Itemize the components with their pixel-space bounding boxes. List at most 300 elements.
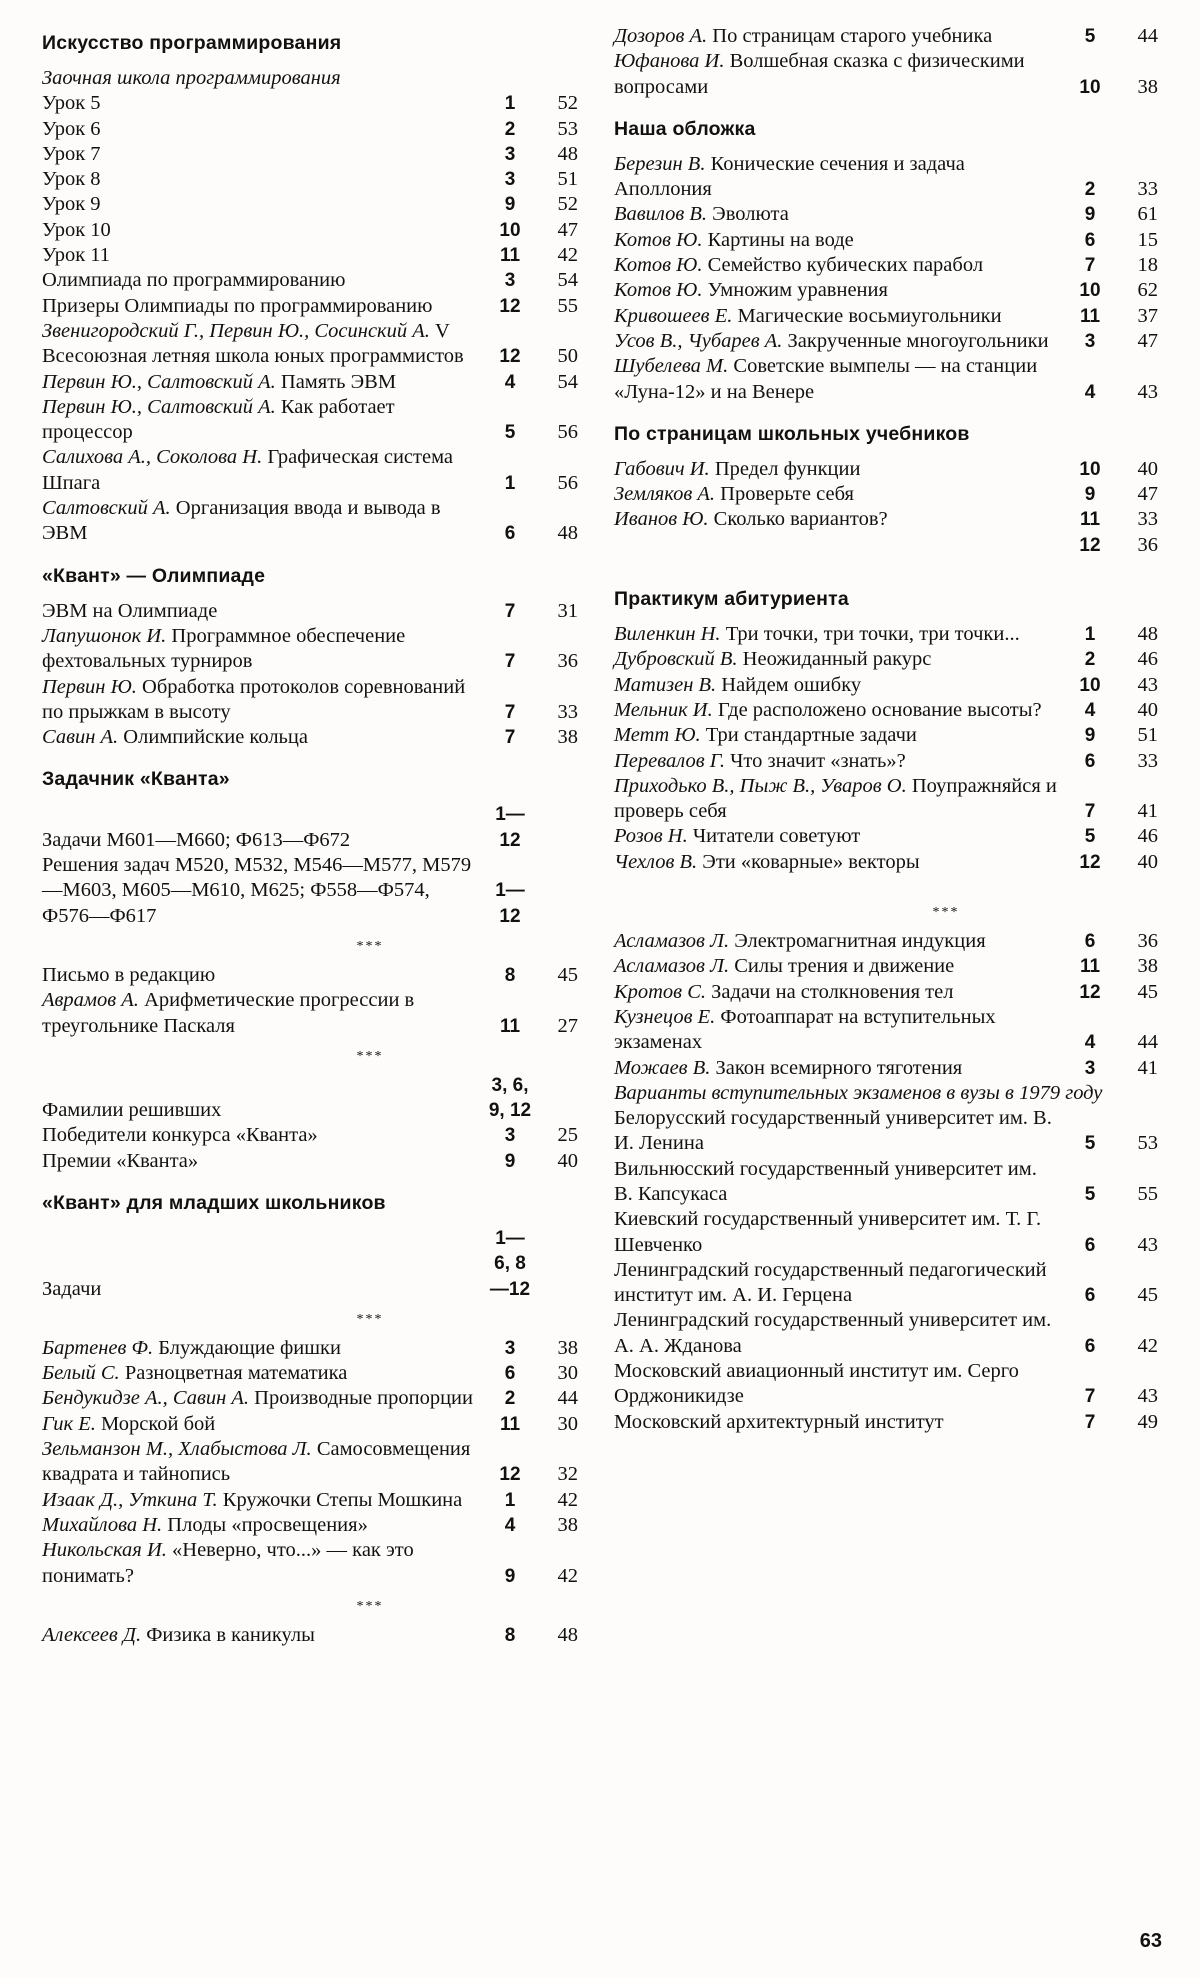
entry-author: Савин А. — [42, 726, 119, 749]
entry-list — [614, 622, 1158, 875]
index-entry — [42, 268, 578, 293]
entry-issue: 11 — [499, 245, 521, 267]
entry-text — [42, 445, 488, 496]
entry-author: Белый С. — [42, 1362, 120, 1385]
entry-title: Умножим уравнения — [707, 279, 888, 302]
entry-text — [614, 1359, 1068, 1410]
entry-issue: 3 — [1084, 1057, 1096, 1079]
entry-author: Можаев В. — [614, 1056, 711, 1079]
entry-page: 40 — [1137, 457, 1158, 480]
entry-issue: 3 — [504, 1125, 516, 1147]
entry-author: Котов Ю. — [614, 279, 703, 302]
entry-text — [614, 482, 1068, 507]
index-entry — [614, 304, 1158, 329]
entry-issue: 12 — [499, 295, 521, 317]
index-entry — [42, 294, 578, 319]
entry-issue: 7 — [504, 651, 516, 673]
entry-author: Дозоров А. — [614, 25, 708, 47]
entry-title: Закрученные многоугольники — [787, 329, 1049, 352]
entry-author: Юфанова И. — [614, 50, 725, 73]
entry-text — [614, 202, 1068, 227]
section-title: Задачник «Кванта» — [42, 768, 230, 791]
entry-issue: 2 — [504, 118, 516, 140]
entry-text — [42, 395, 488, 446]
entry-title: Поупражняйся и проверь себя — [614, 774, 1057, 823]
entry-author: Котов Ю. — [614, 254, 703, 277]
entry-issue: 7 — [1084, 1386, 1096, 1408]
entry-text — [42, 319, 488, 370]
entry-list — [42, 963, 578, 1039]
entry-issue: 9 — [504, 194, 516, 216]
index-entry — [42, 117, 578, 142]
entry-author: Зельманзон М., Хлабыстова Л. — [42, 1438, 312, 1461]
entry-page: 37 — [1137, 304, 1158, 327]
entry-title: Графическая система Шпага — [42, 446, 454, 494]
entry-text — [42, 294, 488, 319]
entry-page: 38 — [557, 726, 578, 749]
entry-text — [42, 1149, 488, 1174]
entry-issue: 12 — [1079, 851, 1101, 873]
entry-text — [614, 354, 1068, 405]
entry-text — [42, 1488, 488, 1513]
index-entry — [614, 622, 1158, 647]
entry-page: 55 — [557, 294, 578, 317]
entry-author: Никольская И. — [42, 1539, 167, 1562]
entry-title: Задачи — [42, 1277, 102, 1300]
entry-text — [42, 1098, 488, 1123]
entry-title: Урок 9 — [42, 193, 101, 216]
entry-title: Что значит «знать»? — [730, 749, 906, 772]
entry-text — [42, 1412, 488, 1437]
entry-issue: 5 — [1084, 1133, 1096, 1155]
entry-issue: 6 — [504, 1363, 516, 1385]
index-entry — [42, 988, 578, 1039]
index-entry — [614, 698, 1158, 723]
entry-list — [42, 1073, 578, 1174]
entry-title: Московский архитектурный институт — [614, 1410, 944, 1433]
entry-text — [614, 329, 1068, 354]
entry-author: Мельник И. — [614, 698, 713, 721]
entry-text — [614, 954, 1068, 979]
entry-issue: 6 — [1084, 1285, 1096, 1307]
entry-title: Урок 11 — [42, 244, 111, 267]
entry-text — [614, 1207, 1068, 1258]
entry-text — [614, 49, 1068, 100]
entry-page: 30 — [557, 1362, 578, 1385]
entry-title: Физика в каникулы — [146, 1623, 315, 1646]
index-entry — [614, 929, 1158, 954]
entry-issue: 3 — [504, 1337, 516, 1359]
entry-issue: 4 — [504, 1514, 516, 1536]
separator-stars: *** — [356, 1048, 384, 1064]
entry-issue: 5 — [1084, 826, 1096, 848]
index-entry — [42, 91, 578, 116]
entry-page: 43 — [1137, 380, 1158, 403]
entry-title: Три точки, три точки, три точки... — [725, 623, 1020, 646]
entry-title: Эти «коварные» векторы — [702, 850, 920, 873]
entry-text — [42, 1361, 488, 1386]
index-entry — [614, 749, 1158, 774]
index-entry — [42, 853, 578, 929]
index-entry — [42, 1488, 578, 1513]
entry-list — [42, 802, 578, 928]
entry-list — [614, 1106, 1158, 1435]
index-entry — [614, 533, 1158, 558]
entry-page: 48 — [557, 1623, 578, 1646]
index-entry — [42, 243, 578, 268]
index-entry — [42, 1412, 578, 1437]
separator-stars: *** — [356, 1311, 384, 1327]
page-number: 63 — [1139, 1930, 1162, 1952]
entry-author: Асламазов Л. — [614, 930, 730, 953]
entry-issue: 12 — [499, 1464, 521, 1486]
entry-title: Белорусский государственный университет им. В. И. Ленина — [614, 1107, 1052, 1155]
entry-text — [42, 624, 488, 675]
entry-title: Вильнюсский государственный университет им. В. Капсукаса — [614, 1157, 1037, 1205]
index-entry — [42, 1336, 578, 1361]
index-entry — [42, 218, 578, 243]
entry-title: Решения задач М520, М532, М546—М577, М579—М603, М605—М610, М625; Ф558—Ф574, Ф576—Ф617 — [42, 854, 472, 927]
entry-issue: 7 — [1084, 255, 1096, 277]
entry-page: 44 — [1137, 1031, 1158, 1054]
entry-text — [614, 1258, 1068, 1309]
entry-page: 25 — [557, 1124, 578, 1147]
entry-text — [42, 142, 488, 167]
entry-title: По страницам старого учебника — [712, 25, 993, 47]
entry-text — [614, 647, 1068, 672]
entry-text — [42, 675, 488, 726]
entry-issue: 11 — [499, 1015, 521, 1037]
entry-issue: 1—12 — [495, 880, 525, 927]
entry-author: Земляков А. — [614, 483, 716, 506]
entry-author: Кротов С. — [614, 980, 706, 1003]
entry-page: 52 — [557, 193, 578, 216]
entry-author: Метт Ю. — [614, 724, 701, 747]
section-title: «Квант» для младших школьников — [42, 1191, 386, 1214]
index-entry — [614, 673, 1158, 698]
section-title: Наша обложка — [614, 117, 756, 140]
entry-title: Морской бой — [101, 1412, 216, 1435]
entry-title: Закон всемирного тяготения — [715, 1056, 963, 1079]
entry-issue: 5 — [504, 422, 516, 444]
separator-stars: *** — [932, 905, 960, 921]
entry-author: Матизен В. — [614, 673, 717, 696]
index-entry — [614, 647, 1158, 672]
entry-page: 54 — [557, 370, 578, 393]
entry-page: 45 — [557, 963, 578, 986]
entry-title: Фамилии решивших — [42, 1099, 222, 1122]
entry-issue: 2 — [1084, 179, 1096, 201]
entry-page: 36 — [557, 650, 578, 673]
entry-title: Ленинградский государственный университет им. А. А. Жданова — [614, 1309, 1052, 1357]
entry-text — [614, 457, 1068, 482]
entry-title: Как работает процессор — [42, 395, 395, 444]
entry-page: 40 — [1137, 698, 1158, 721]
entry-author: Вавилов В. — [614, 203, 708, 226]
entry-title: ЭВМ на Олимпиаде — [42, 599, 218, 622]
entry-text — [614, 253, 1068, 278]
section-title: По страницам школьных учебников — [614, 422, 970, 445]
index-entry — [42, 725, 578, 750]
entry-page: 52 — [557, 92, 578, 115]
entry-issue: 11 — [1079, 305, 1101, 327]
entry-title: Предел функции — [714, 457, 861, 480]
entry-issue: 1—6, 8—12 — [489, 1227, 531, 1300]
entry-title: Московский авиационный институт им. Серго Орджоникидзе — [614, 1360, 1019, 1408]
entry-text — [614, 850, 1068, 875]
entry-issue: 6 — [1084, 1234, 1096, 1256]
entry-page: 42 — [557, 1488, 578, 1511]
separator-stars: *** — [356, 1598, 384, 1614]
entry-page: 48 — [1137, 623, 1158, 646]
entry-page: 47 — [1137, 483, 1158, 506]
entry-page: 32 — [557, 1463, 578, 1486]
index-entry — [614, 1410, 1158, 1435]
index-entry — [42, 1386, 578, 1411]
entry-author: Первин Ю., Салтовский А. — [42, 370, 276, 393]
entry-page: 62 — [1137, 279, 1158, 302]
entry-title: Найдем ошибку — [721, 673, 862, 696]
entry-page: 56 — [557, 471, 578, 494]
index-entry — [614, 482, 1158, 507]
entry-author: Шубелева М. — [614, 355, 729, 378]
entry-page: 36 — [1137, 930, 1158, 953]
index-entry — [614, 152, 1158, 203]
entry-issue: 5 — [1084, 26, 1096, 47]
entry-page: 51 — [1137, 724, 1158, 747]
entry-page: 46 — [1137, 648, 1158, 671]
index-entry — [42, 1226, 578, 1302]
index-entry — [42, 599, 578, 624]
entry-title: Задачи на столкновения тел — [711, 980, 954, 1003]
entry-text — [614, 980, 1068, 1005]
entry-text — [614, 24, 1068, 49]
entry-page: 51 — [557, 168, 578, 191]
entry-text — [42, 117, 488, 142]
entry-title: Урок 5 — [42, 92, 101, 115]
entry-title: Арифметические прогрессии в треугольнике Паскаля — [42, 989, 415, 1037]
entry-text — [42, 370, 488, 395]
entry-page: 38 — [557, 1513, 578, 1536]
index-entry — [42, 496, 578, 547]
entry-author: Усов В., Чубарев А. — [614, 329, 783, 352]
entry-author: Бендукидзе А., Савин А. — [42, 1387, 250, 1410]
index-entry — [42, 675, 578, 726]
entry-text — [614, 1157, 1068, 1208]
entry-title: Силы трения и движение — [734, 955, 955, 978]
entry-author: Михайлова Н. — [42, 1513, 163, 1536]
entry-page: 43 — [1137, 1385, 1158, 1408]
entry-issue: 7 — [1084, 1411, 1096, 1433]
entry-text — [614, 749, 1068, 774]
index-entry — [614, 850, 1158, 875]
entry-author: Первин Ю., Салтовский А. — [42, 395, 276, 418]
entry-page: 33 — [1137, 749, 1158, 772]
entry-list — [42, 1226, 578, 1302]
entry-title: Олимпийские кольца — [123, 726, 308, 749]
entry-issue: 4 — [1084, 699, 1096, 721]
entry-page: 44 — [557, 1387, 578, 1410]
entry-text — [42, 599, 488, 624]
index-entry — [42, 1513, 578, 1538]
entry-author: Салихова А., Соколова Н. — [42, 446, 263, 469]
entry-author: Асламазов Л. — [614, 955, 730, 978]
entry-text — [42, 1538, 488, 1589]
entry-list — [614, 152, 1158, 405]
entry-author: Приходько В., Пыж В., Уваров О. — [614, 774, 907, 797]
entry-page: 50 — [557, 345, 578, 368]
entry-title: Волшебная сказка с физическими вопросами — [614, 50, 1025, 98]
entry-title: Эволюта — [712, 203, 789, 226]
index-entry — [614, 980, 1158, 1005]
entry-text — [614, 929, 1068, 954]
entry-page: 45 — [1137, 1284, 1158, 1307]
index-entry — [42, 1437, 578, 1488]
entry-issue: 10 — [1079, 280, 1101, 302]
index-entry — [614, 723, 1158, 748]
entry-issue: 6 — [504, 523, 516, 545]
entry-title: Урок 8 — [42, 168, 101, 191]
entry-issue: 1—12 — [495, 804, 525, 851]
index-entry — [42, 963, 578, 988]
entry-page: 56 — [557, 421, 578, 444]
entry-title: Картины на воде — [707, 228, 854, 251]
entry-text — [614, 278, 1068, 303]
entry-issue: 1 — [504, 93, 516, 115]
entry-list — [42, 1623, 578, 1648]
entry-issue: 10 — [499, 219, 521, 241]
index-entry — [614, 1308, 1158, 1359]
index-entry — [614, 774, 1158, 825]
index-entry — [614, 457, 1158, 482]
entry-list — [42, 599, 578, 751]
entry-title: Разноцветная математика — [124, 1362, 348, 1385]
entry-issue: 12 — [1079, 981, 1101, 1003]
entry-title: Самосовмещения квадрата и тайнопись — [42, 1438, 471, 1486]
entry-title: Победители конкурса «Кванта» — [42, 1124, 318, 1147]
entry-text — [614, 622, 1068, 647]
entry-issue: 7 — [504, 600, 516, 622]
entry-page: 54 — [557, 269, 578, 292]
entry-title: Конические сечения и задача Аполлония — [614, 152, 965, 201]
entry-page: 40 — [1137, 850, 1158, 873]
index-entry — [42, 319, 578, 370]
entry-title: Три стандартные задачи — [705, 724, 917, 747]
entry-text — [42, 853, 488, 929]
entry-text — [614, 723, 1068, 748]
entry-page: 48 — [557, 522, 578, 545]
entry-issue: 3, 6, 9, 12 — [488, 1074, 532, 1122]
entry-text — [42, 1513, 488, 1538]
index-entry — [42, 192, 578, 217]
entry-issue: 3 — [504, 169, 516, 191]
entry-issue: 5 — [1084, 1183, 1096, 1205]
entry-text — [42, 218, 488, 243]
entry-text — [42, 988, 488, 1039]
entry-title: Урок 10 — [42, 218, 111, 241]
entry-title: Советские вымпелы — на станции «Луна-12» и на Венере — [614, 355, 1038, 403]
entry-title: Олимпиада по программированию — [42, 269, 346, 292]
entry-text — [614, 507, 1068, 532]
entry-title: Призеры Олимпиады по программированию — [42, 294, 433, 317]
entry-page: 40 — [557, 1149, 578, 1172]
entry-title: Читатели советуют — [692, 825, 861, 848]
entry-title: V Всесоюзная летняя школа юных программистов — [42, 319, 464, 368]
entry-title: Семейство кубических парабол — [707, 254, 984, 277]
entry-issue: 6 — [1084, 750, 1096, 772]
entry-issue: 9 — [504, 1150, 516, 1172]
entry-title: Письмо в редакцию — [42, 963, 216, 986]
index-entry — [614, 1359, 1158, 1410]
entry-page: 48 — [557, 142, 578, 165]
index-entry — [42, 624, 578, 675]
entry-page: 45 — [1137, 980, 1158, 1003]
entry-page: 42 — [1137, 1334, 1158, 1357]
entry-issue: 9 — [504, 1565, 516, 1587]
entry-list — [614, 929, 1158, 1081]
entry-title: Организация ввода и вывода в ЭВМ — [42, 497, 441, 545]
entry-author: Салтовский А. — [42, 497, 171, 520]
entry-text — [42, 828, 488, 853]
entry-issue: 4 — [1084, 1032, 1096, 1054]
entry-page: 44 — [1137, 25, 1158, 47]
entry-text — [42, 1277, 488, 1302]
entry-page: 15 — [1137, 228, 1158, 251]
entry-title: Блуждающие фишки — [158, 1336, 341, 1359]
entry-page: 41 — [1137, 800, 1158, 823]
entry-author: Розов Н. — [614, 825, 688, 848]
entry-issue: 7 — [504, 727, 516, 749]
entry-issue: 6 — [1084, 1335, 1096, 1357]
index-entry — [42, 1623, 578, 1648]
entry-page: 33 — [1137, 508, 1158, 531]
index-entry — [614, 1258, 1158, 1309]
entry-issue: 3 — [1084, 330, 1096, 352]
left-column — [42, 24, 578, 1648]
entry-page: 53 — [557, 117, 578, 140]
entry-text — [42, 1123, 488, 1148]
entry-title: Память ЭВМ — [280, 370, 397, 393]
entry-title: Сколько вариантов? — [713, 508, 888, 531]
index-entry — [614, 1157, 1158, 1208]
entry-issue: 10 — [1079, 674, 1101, 696]
entry-page: 43 — [1137, 1233, 1158, 1256]
entry-page: 46 — [1137, 825, 1158, 848]
entry-author: Котов Ю. — [614, 228, 703, 251]
entry-title: Магические восьмиугольники — [737, 304, 1002, 327]
entry-author: Бартенев Ф. — [42, 1336, 154, 1359]
entry-author: Лапушонок И. — [42, 624, 167, 647]
entry-page: 38 — [1137, 75, 1158, 98]
entry-author: Алексеев Д. — [42, 1623, 142, 1646]
entry-issue: 12 — [1079, 534, 1101, 556]
entry-issue: 9 — [1084, 725, 1096, 747]
entry-title: Неожиданный ракурс — [742, 648, 932, 671]
entry-page: 41 — [1137, 1056, 1158, 1079]
index-entry — [42, 395, 578, 446]
spacer — [614, 875, 1158, 895]
entry-text — [614, 1308, 1068, 1359]
entry-author: Иванов Ю. — [614, 508, 709, 531]
entry-page: 30 — [557, 1412, 578, 1435]
index-entry — [42, 370, 578, 395]
entry-page: 42 — [557, 244, 578, 267]
entry-author: Перевалов Г. — [614, 749, 725, 772]
entry-title: Плоды «просвещения» — [167, 1513, 368, 1536]
entry-author: Кузнецов Е. — [614, 1005, 716, 1028]
index-entry — [42, 1361, 578, 1386]
separator-stars: *** — [356, 938, 384, 954]
